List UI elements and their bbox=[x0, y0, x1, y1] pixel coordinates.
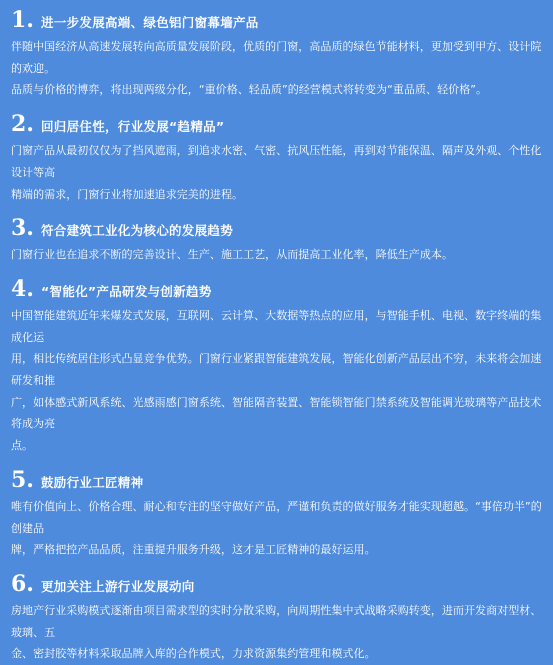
section-title: 进一步发展高端、绿色铝门窗幕墙产品 bbox=[41, 15, 259, 30]
section-heading bbox=[11, 571, 543, 597]
section-number: 5. bbox=[11, 466, 34, 493]
body-line: 中国智能建筑近年来爆发式发展，互联网、云计算、大数据等热点的应用，与智能手机、电视、数字终端的集成化运 bbox=[11, 308, 542, 344]
body-line: 伴随中国经济从高速发展转向高质量发展阶段，优质的门窗，高品质的绿色节能材料，更加受到甲方、设计院的欢迎。 bbox=[11, 40, 542, 75]
section-2 bbox=[11, 111, 543, 205]
body-line: 唯有价值向上、价格合理、耐心和专注的坚守做好产品，严谨和负责的做好服务才能实现超越。“事倍功半”的创建品 bbox=[11, 499, 542, 535]
section-number: 2. bbox=[11, 111, 34, 138]
body-line: 品质与价格的博弈，将出现两级分化，“重价格、轻品质”的经营模式将转变为“重品质、轻价格”。 bbox=[11, 83, 488, 97]
section-heading bbox=[11, 215, 543, 241]
body-line: 房地产行业采购模式逐渐由项目需求型的实时分散采购，向周期性集中式战略采购转变，进而开发商对型材、玻璃、五 bbox=[11, 603, 542, 639]
section-title: 鼓励行业工匠精神 bbox=[41, 474, 144, 490]
section-body bbox=[11, 496, 543, 561]
section-body bbox=[11, 600, 543, 665]
section-heading bbox=[11, 7, 543, 33]
section-heading bbox=[11, 467, 543, 493]
body-line: 广，如体感式新风系统、光感雨感门窗系统、智能隔音装置、智能锁智能门禁系统及智能调光玻璃等产品技术将成为亮 bbox=[11, 395, 542, 431]
section-number: 4. bbox=[11, 275, 34, 302]
section-title: 回归居住性，行业发展“趋精品” bbox=[41, 119, 225, 135]
section-heading bbox=[11, 276, 543, 302]
section-body bbox=[11, 244, 543, 266]
body-line: 精端的需求，门窗行业将加速追求完美的进程。 bbox=[11, 187, 244, 201]
section-body bbox=[11, 140, 543, 205]
body-line: 牌，严格把控产品品质，注重提升服务升级，这才是工匠精神的最好运用。 bbox=[11, 543, 376, 557]
section-number: 1. bbox=[11, 7, 34, 33]
section-number: 6. bbox=[11, 570, 34, 597]
section-1 bbox=[11, 7, 543, 101]
section-6 bbox=[11, 571, 543, 665]
section-4 bbox=[11, 276, 543, 457]
section-number: 3. bbox=[11, 215, 34, 242]
section-title: 更加关注上游行业发展动向 bbox=[41, 578, 195, 594]
section-heading bbox=[11, 111, 543, 137]
section-title: “智能化”产品研发与创新趋势 bbox=[41, 283, 212, 299]
body-line: 用，相比传统居住形式凸显竞争优势。门窗行业紧跟智能建筑发展，智能化创新产品层出不穷，未来将会加速研发和推 bbox=[11, 352, 542, 388]
section-title: 符合建筑工业化为核心的发展趋势 bbox=[41, 223, 234, 239]
body-line: 点。 bbox=[11, 439, 34, 453]
section-3 bbox=[11, 215, 543, 266]
section-5 bbox=[11, 467, 543, 561]
section-body bbox=[11, 305, 543, 457]
body-line: 金、密封胶等材料采取品牌入库的合作模式，力求资源集约管理和模式化。 bbox=[11, 647, 376, 661]
section-body bbox=[11, 36, 543, 101]
body-line: 门窗行业也在追求不断的完善设计、生产、施工工艺，从而提高工业化率，降低生产成本。 bbox=[11, 248, 453, 262]
body-line: 门窗产品从最初仅仅为了挡风遮雨，到追求水密、气密、抗风压性能，再到对节能保温、隔声及外观、个性化设计等高 bbox=[11, 144, 542, 179]
